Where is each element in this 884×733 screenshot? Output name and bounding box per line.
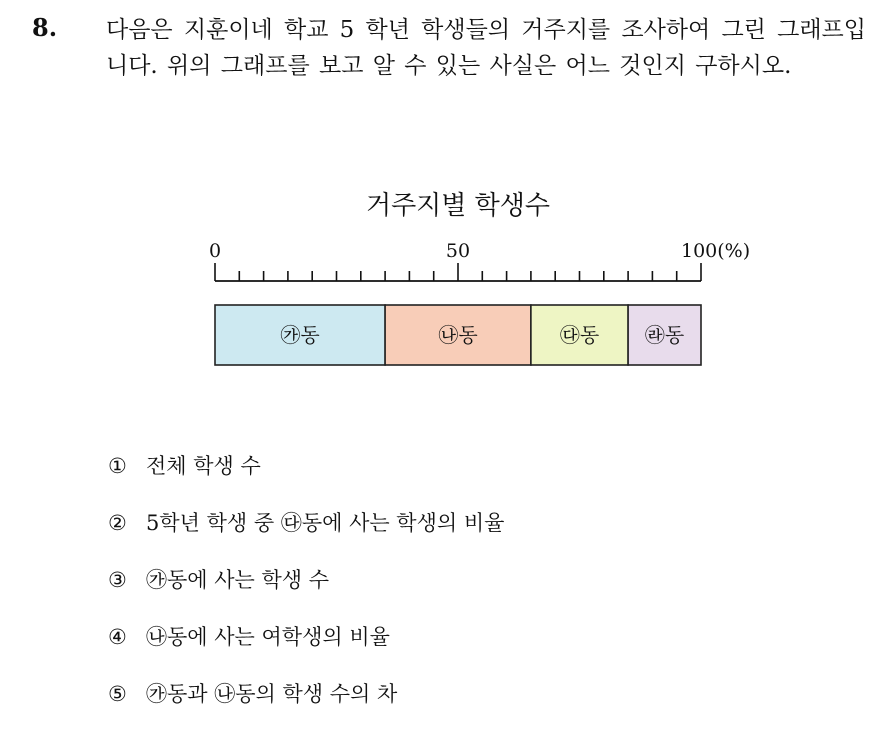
tick-label: 0	[208, 240, 222, 262]
question-text: 다음은 지훈이네 학교 5 학년 학생들의 거주지를 조사하여 그린 그래프입니다. 위의 그래프를 보고 알 수 있는 사실은 어느 것인지 구하시오.	[106, 17, 866, 79]
segment-label: ㉮동	[280, 323, 320, 347]
chart-bars	[215, 305, 701, 365]
choice-text: 전체 학생 수	[146, 454, 261, 478]
choice-mark: ①	[108, 454, 127, 478]
choice-text: ㉮동에 사는 학생 수	[146, 568, 330, 592]
choice-mark: ⑤	[108, 682, 127, 706]
segment-label: ㉱동	[644, 323, 685, 347]
choice-mark: ④	[108, 625, 127, 649]
choice-mark: ③	[108, 568, 127, 592]
segment-label: ㉰동	[559, 323, 600, 347]
choice-mark: ②	[108, 511, 127, 535]
choice-4[interactable]	[108, 619, 504, 676]
choice-1[interactable]	[108, 448, 504, 505]
choice-text: ㉮동과 ㉯동의 학생 수의 차	[146, 682, 398, 706]
answer-choices	[108, 448, 504, 733]
question-number: 8.	[32, 13, 58, 42]
chart-scale-axis	[209, 240, 750, 281]
chart-title: 거주지별 학생수	[365, 191, 551, 221]
choice-2[interactable]	[108, 505, 504, 562]
choice-3[interactable]	[108, 562, 504, 619]
tick-label: 100(%)	[681, 240, 751, 262]
choice-text: ㉯동에 사는 여학생의 비율	[146, 625, 390, 649]
choice-text: 5학년 학생 중 ㉰동에 사는 학생의 비율	[146, 511, 505, 535]
segment-label: ㉯동	[438, 323, 478, 347]
tick-label: 50	[445, 240, 471, 262]
choice-5[interactable]	[108, 676, 504, 733]
